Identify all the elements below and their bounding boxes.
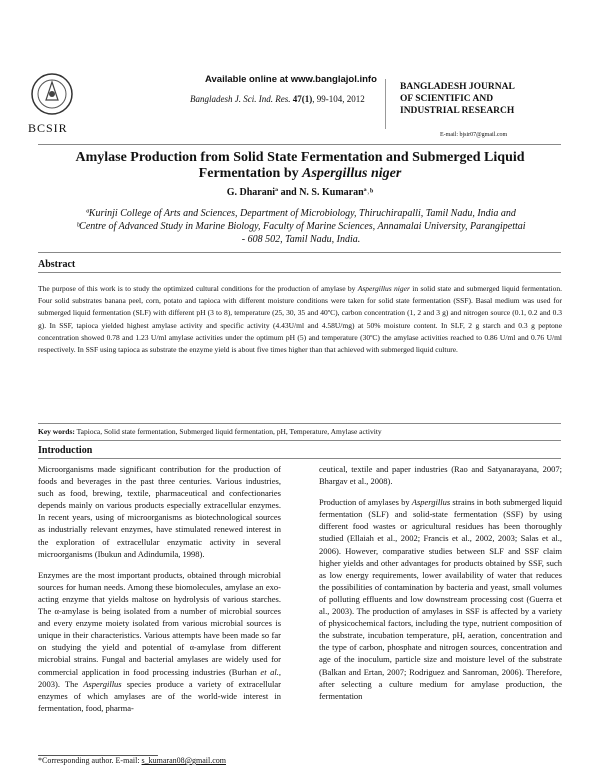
journal-name (400, 81, 560, 117)
keywords-label: Key words: (38, 427, 75, 436)
journal-name-line-1: BANGLADESH JOURNAL (400, 82, 515, 92)
title-text: Fermentation by (198, 166, 303, 181)
journal-name-line-2: OF SCIENTIFIC AND (400, 94, 494, 104)
intro-left-column (38, 463, 281, 723)
affiliations (46, 207, 556, 246)
title-line-1: Amylase Production from Solid State Fermentation and Submerged Liquid (75, 150, 525, 165)
paragraph: ceutical, textile and paper industries (Rao and Satyanarayana, 2007; Bhargav et al., 2008). (319, 464, 562, 487)
affiliation-a: ªKurinji College of Arts and Sciences, Department of Microbiology, Thiruchirapalli, Tamil Nadu, India and (86, 208, 516, 219)
abstract-heading-rule (38, 272, 561, 273)
paragraph (319, 496, 562, 702)
title-line-2 (40, 166, 560, 182)
citation-journal: Bangladesh J. Sci. Ind. Res. (190, 94, 291, 104)
affiliation-b: ᵇCentre of Advanced Study in Marine Biology, Faculty of Marine Sciences, Annamalai University, Parangipettai (76, 221, 526, 232)
header-divider (38, 144, 561, 145)
citation-pages: , 99-104, 2012 (312, 94, 365, 104)
journal-name-line-3: INDUSTRIAL RESEARCH (400, 106, 515, 116)
abstract-heading: Abstract (38, 259, 76, 270)
intro-top-rule (38, 440, 561, 441)
bcsir-logo (30, 72, 74, 116)
text-run: , 2003). The (38, 666, 281, 689)
abstract-text (38, 283, 562, 356)
paragraph (38, 569, 281, 714)
keywords (38, 427, 562, 436)
text-run: Enzymes are the most important products, obtained through microbial sources for human needs. Among these biomolecules, amylase an exo-acting enzyme that yields maltose on hydrolysis of various starches. The α-amylase is being isolated from a number of microbial sources and every enzyme moiety isolated from various microbial sources is unique in their characteristics. Various attempts have been made so far on studying the yield and potential of α-amylase from different microbial strains. Fungal and bacterial amylases are widely used for commercial application in food processing industries (Burhan (38, 569, 281, 677)
authors: G. Dharaniª and N. S. Kumaranª˒ᵇ (226, 187, 374, 198)
abstract-part-2: in solid state and submerged liquid fermentation. Four solid substrates banana peel, corn, potato and tapioca with different moisture conditions were taken for solid state fermentation (SSF). Basal medium was used for submerged liquid fermentation (SLF) with different pH (3 to 8), temperature (25, 30, 35 and 40ºC), carbon concentration (1, 2 and 3 g) and nitrogen source (0.1, 0.2 and 0.3 g). In SSF, tapioca yielded highest amylase activity and specific activity (4.43U/ml and 4.58U/mg) at 50% moisture content. In SLF, 2 g starch and 0.3 g peptone concentration showed 0.78 and 1.23 U/ml amylase activities under the optimum pH (5) and temperature (30ºC) the amylase activities reached to 0.86 U/ml and 0.76 U/ml respectively. In SSF using tapioca as substrate the enzyme yield is about five times higher than that achieved with submerged liquid culture. (38, 284, 562, 355)
intro-right-column (319, 463, 562, 711)
citation-volume: 47(1) (292, 94, 313, 104)
intro-heading-rule (38, 458, 561, 459)
citation (190, 94, 365, 104)
text-run: species produce a variety of extracellular enzymes of which amylases are of the world-wide interest in fermentation, food, pharma- (38, 678, 281, 713)
text-run: strains in both submerged liquid fermentation (SLF) and solid-state fermentation (SSF) by using different food wastes or agricultural residues has been thoroughly studied (Ellaiah et al., 2002; Francis et al., 2002, 2003; Salas et al., 2006). However, comparative studies between SLF and SSF claim higher yields and other advantages for products obtained by SSF, such as low energy requirements, lower availability of water that reduces the possibilities of contamination by bacteria and yeast, small volumes of polluting effluents and low downstream processing cost (Guerra et al., 2003). The production of amylases in SSF is affected by a variety of physicochemical factors, including the type, nutrient composition of the substrate, incubation temperature, pH, aeration, concentration and the type of carbon, phosphate and nitrogen sources, concentration and age of the inoculum, particle size and moisture level of the substrate (Balkan and Ertan, 2007; Rodriguez and Sanroman, 2006). Therefore, after selecting a culture medium for amylase production, the fermentation (319, 497, 562, 701)
article-title (40, 150, 560, 182)
keywords-list: Tapioca, Solid state fermentation, Submerged liquid fermentation, pH, Temperature, Amylase activity (74, 427, 382, 436)
journal-name-box (385, 79, 556, 129)
text-species: Aspergillus (411, 497, 451, 508)
text-run: Production of amylases by (319, 497, 412, 508)
abstract-part-1: The purpose of this work is to study the optimized cultural conditions for the production of amylase by (38, 284, 358, 293)
footnote-email-link[interactable]: s_kumaran08@gmail.com (141, 756, 227, 765)
footnote-label: *Corresponding author. E-mail: (38, 756, 142, 765)
title-species: Aspergillus niger (302, 166, 402, 181)
text-italic: et al. (260, 666, 279, 677)
keywords-rule (38, 423, 561, 424)
affiliation-b-cont: - 608 502, Tamil Nadu, India. (241, 234, 361, 245)
journal-email: E-mail: bjsir07@gmail.com (440, 132, 508, 138)
publisher-name: BCSIR (28, 121, 68, 135)
paragraph: Microorganisms made significant contribution for the production of foods and beverages in the past three centuries. Various industries, such as food, brewing, textile, pharmaceutical and confectionaries depends mainly on various products especially extracellular enzymes. In recent years, using of microorganisms as biotechnological sources as industrially relevant enzymes, have stimulated renewed interest in the exploration of extracellular enzymatic activity in several microorganisms (Ibukun and Adindumila, 1998). (38, 464, 281, 559)
corresponding-author-footnote (38, 756, 226, 765)
abstract-species: Aspergillus niger (357, 284, 410, 293)
introduction-heading: Introduction (38, 445, 93, 456)
availability-line: Available online at www.banglajol.info (205, 74, 377, 85)
abstract-top-rule (38, 252, 561, 253)
text-species: Aspergillus (83, 678, 122, 689)
